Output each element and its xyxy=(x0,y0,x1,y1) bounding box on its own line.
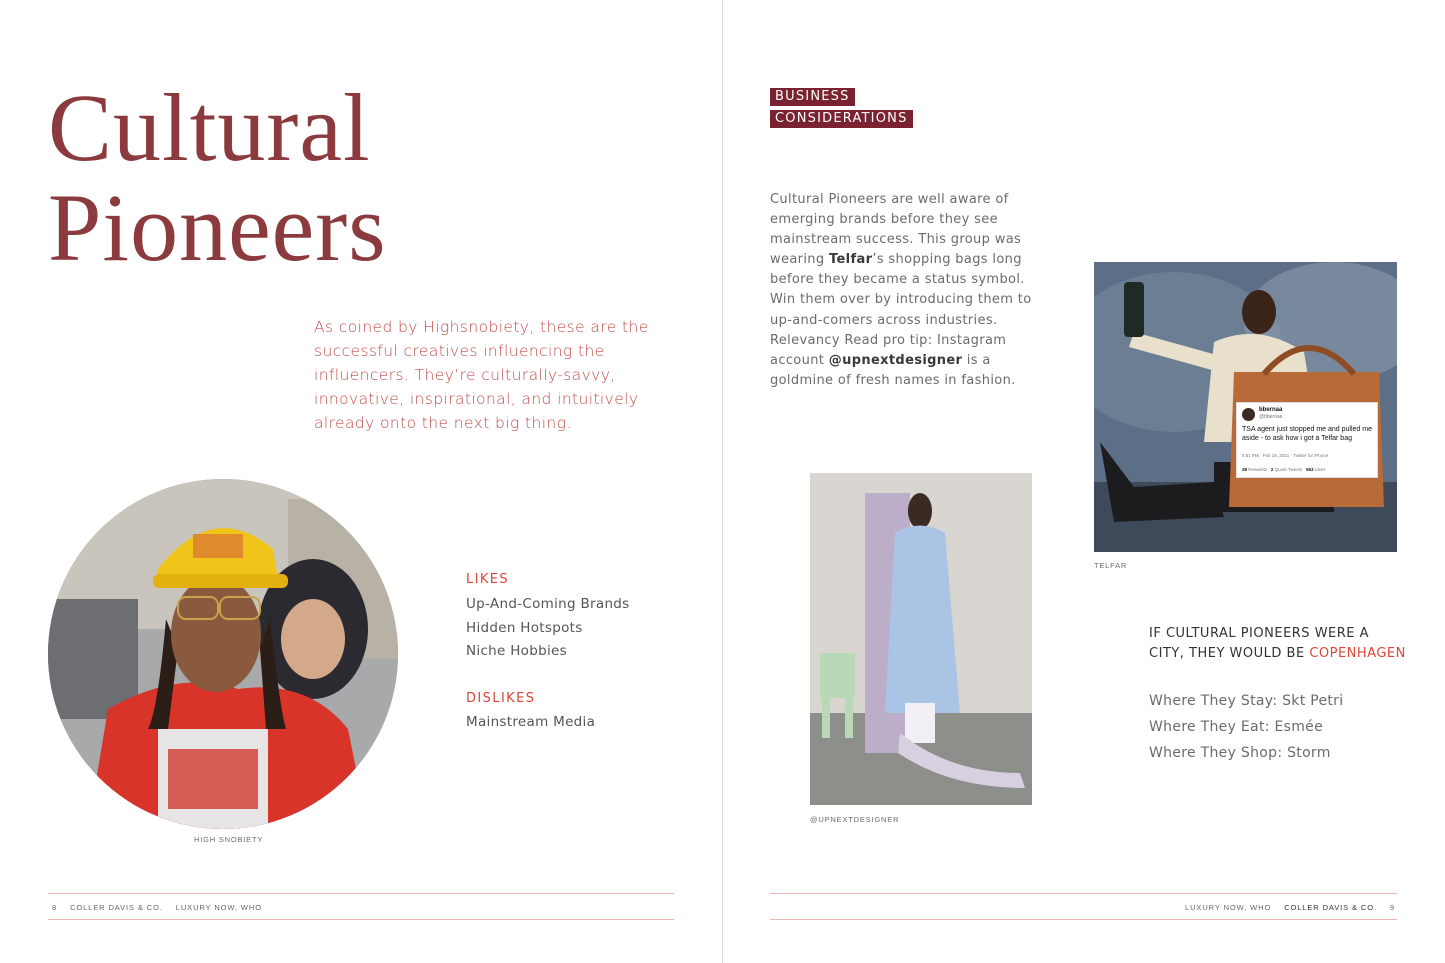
dislikes-heading: DISLIKES xyxy=(466,691,536,706)
likes-list xyxy=(466,593,630,664)
tweet-username: bbernaa xyxy=(1259,407,1283,413)
designer-coat-photo xyxy=(810,473,1032,805)
tweet-handle: @bbernaa xyxy=(1259,414,1283,420)
footer-rule-top-left xyxy=(48,893,674,894)
page-number: 9 xyxy=(1389,903,1395,912)
title-line-2: Pioneers xyxy=(48,174,387,281)
likes-heading: LIKES xyxy=(466,572,510,587)
tweet-retweet-count: 28 xyxy=(1242,467,1248,472)
footer-rule-bottom-right xyxy=(770,919,1397,920)
city-list xyxy=(1149,688,1343,766)
business-paragraph xyxy=(770,190,1045,391)
body-text: is a goldmine of fresh names in fashion. xyxy=(770,352,1016,388)
page-spine xyxy=(722,0,723,963)
tweet-quote-label: Quote Tweets xyxy=(1274,467,1303,472)
tweet-retweet-label: Retweets xyxy=(1248,467,1268,472)
body-text: Cultural Pioneers are well aware of emerging brands before they see mainstream success. This group was wearing xyxy=(770,192,1022,268)
footer-left xyxy=(52,903,272,912)
tweet-stats xyxy=(1242,467,1325,472)
tweet-avatar xyxy=(1242,408,1255,421)
upnextdesigner-caption: @UPNEXTDESIGNER xyxy=(810,815,900,824)
tweet-like-label: Likes xyxy=(1314,467,1326,472)
dislikes-item: Mainstream Media xyxy=(466,714,596,730)
footer-publication: LUXURY NOW, WHO xyxy=(175,903,262,912)
footer-company: COLLER DAVIS & CO. xyxy=(70,903,163,912)
city-name: COPENHAGEN xyxy=(1309,646,1406,661)
page-title xyxy=(48,74,387,281)
city-item-eat: Where They Eat: Esmée xyxy=(1149,719,1323,735)
section-tag-line-2: CONSIDERATIONS xyxy=(770,110,913,128)
tweet-meta: 5:51 PM · Feb 19, 2021 · Twitter for iPhone xyxy=(1242,453,1329,458)
footer-rule-bottom-left xyxy=(48,919,674,920)
portrait-photo xyxy=(48,479,398,829)
page-number: 8 xyxy=(52,903,58,912)
section-tag-line-1: BUSINESS xyxy=(770,88,855,106)
intro-paragraph: As coined by Highsnobiety, these are the successful creatives influencing the influencers. They’re culturally-savvy, innovative, inspirational, and intuitively already onto the next big thing. xyxy=(314,318,649,432)
footer-publication: LUXURY NOW, WHO xyxy=(1185,903,1272,912)
likes-item: Niche Hobbies xyxy=(466,643,567,659)
tweet-text: TSA agent just stopped me and pulled me aside - to ask how i got a Telfar bag xyxy=(1242,426,1372,442)
footer-company: COLLER DAVIS & CO. xyxy=(1284,903,1377,912)
footer-rule-top-right xyxy=(770,893,1397,894)
instagram-handle: @upnextdesigner xyxy=(828,352,963,368)
telfar-caption: TELFAR xyxy=(1094,561,1128,570)
title-line-1: Cultural xyxy=(48,74,371,181)
portrait-caption: HIGH SNOBIETY xyxy=(194,835,264,844)
city-item-shop: Where They Shop: Storm xyxy=(1149,745,1331,761)
tweet-like-count: 563 xyxy=(1306,467,1314,472)
footer-right xyxy=(1185,903,1395,912)
brand-name: Telfar xyxy=(828,252,873,268)
tweet-quote-count: 2 xyxy=(1270,467,1274,472)
dislikes-list xyxy=(466,711,595,735)
city-heading-text: IF CULTURAL PIONEERS WERE A CITY, THEY WOULD BE xyxy=(1149,626,1370,661)
city-item-stay: Where They Stay: Skt Petri xyxy=(1149,693,1344,709)
tweet-card xyxy=(1236,402,1378,478)
city-heading xyxy=(1149,624,1409,664)
body-text: ’s shopping bags long before they became a status symbol. Win them over by introducing them to up-and-comers across industries. Relevancy Read pro tip: Instagram account xyxy=(770,252,1032,368)
likes-item: Up-And-Coming Brands xyxy=(466,596,630,612)
likes-item: Hidden Hotspots xyxy=(466,619,583,636)
